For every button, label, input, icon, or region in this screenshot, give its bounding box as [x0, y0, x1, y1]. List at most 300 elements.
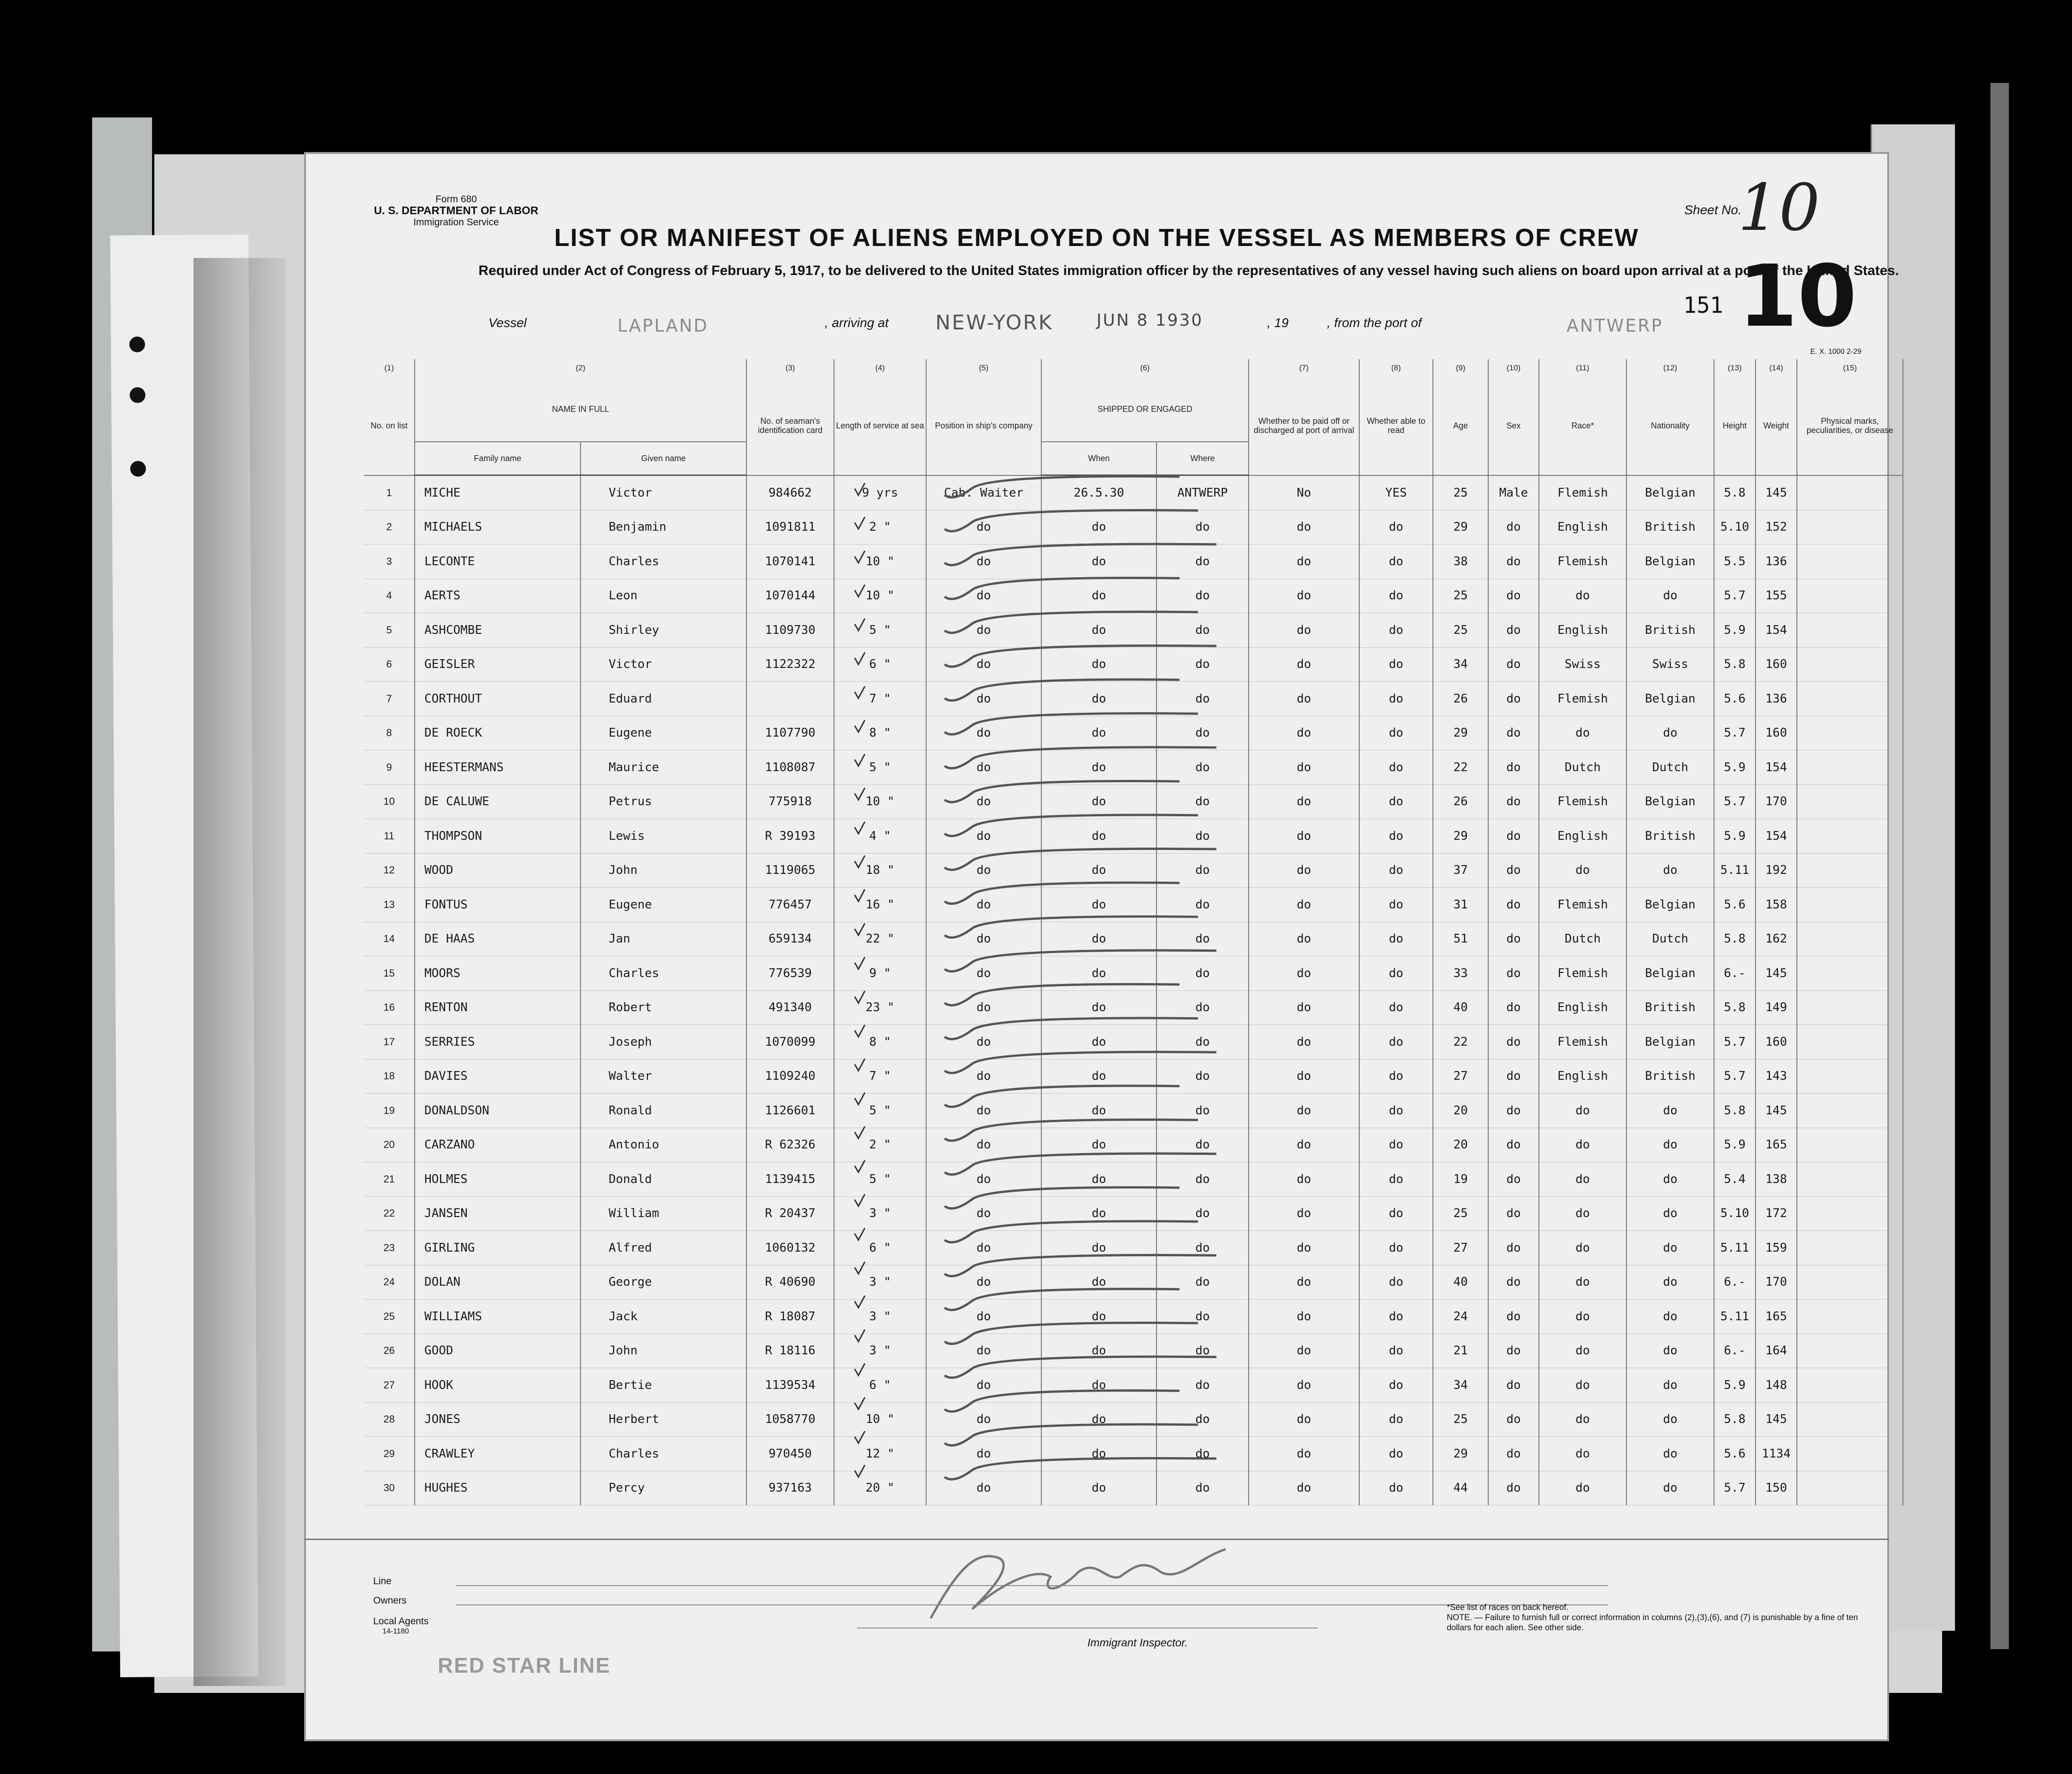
- height-cell: 5.4: [1714, 1162, 1755, 1197]
- service-length-cell: 4 ": [834, 819, 926, 854]
- shipped-when-cell: do: [1041, 1265, 1156, 1300]
- ship-position-cell: do: [926, 750, 1041, 785]
- given-name-cell: Antonio: [581, 1128, 746, 1162]
- height-cell: 5.6: [1714, 682, 1755, 716]
- height-cell: 5.9: [1714, 819, 1755, 854]
- shipped-where-cell: do: [1156, 613, 1249, 648]
- seaman-card-number-cell: 1139534: [746, 1368, 834, 1403]
- physical-marks-cell: [1797, 1471, 1903, 1505]
- given-name-cell: Eduard: [581, 682, 746, 716]
- line-underline: [456, 1585, 1608, 1586]
- nationality-cell: do: [1626, 1368, 1714, 1403]
- nationality-cell: Swiss: [1626, 647, 1714, 682]
- column-number: (4): [834, 359, 926, 377]
- paid-off-cell: do: [1249, 785, 1359, 819]
- race-cell: Flemish: [1539, 888, 1626, 922]
- row-number-cell: 20: [364, 1128, 415, 1162]
- physical-marks-cell: [1797, 853, 1903, 888]
- race-cell: Dutch: [1539, 922, 1626, 956]
- row-number-cell: 11: [364, 819, 415, 854]
- row-number-cell: 1: [364, 475, 415, 510]
- line-label: Line: [373, 1576, 392, 1587]
- sex-cell: do: [1488, 1059, 1539, 1094]
- race-cell: Flemish: [1539, 544, 1626, 579]
- age-cell: 29: [1433, 1437, 1488, 1471]
- height-cell: 5.11: [1714, 853, 1755, 888]
- seaman-card-number-cell: 776457: [746, 888, 834, 922]
- height-cell: 5.7: [1714, 1471, 1755, 1505]
- sheet-number-label: Sheet No.: [1684, 203, 1742, 217]
- header-no-on-list: No. on list: [364, 377, 415, 475]
- family-name-cell: CRAWLEY: [415, 1437, 581, 1471]
- given-name-cell: Charles: [581, 956, 746, 991]
- nationality-cell: do: [1626, 1334, 1714, 1368]
- sex-cell: do: [1488, 956, 1539, 991]
- family-name-cell: SERRIES: [415, 1025, 581, 1060]
- paid-off-cell: do: [1249, 1025, 1359, 1060]
- table-row: [364, 1437, 1903, 1471]
- sheet-number-handwritten: 10: [1737, 170, 1820, 246]
- age-cell: 34: [1433, 647, 1488, 682]
- shipped-when-cell: do: [1041, 510, 1156, 544]
- row-number-cell: 19: [364, 1094, 415, 1128]
- weight-cell: 159: [1755, 1231, 1797, 1265]
- service-length-cell: 5 ": [834, 750, 926, 785]
- given-name-cell: Petrus: [581, 785, 746, 819]
- shipped-where-cell: do: [1156, 1368, 1249, 1403]
- sex-cell: do: [1488, 922, 1539, 956]
- service-length-cell: 3 ": [834, 1196, 926, 1231]
- form-header-block: [373, 193, 539, 228]
- height-cell: 5.8: [1714, 647, 1755, 682]
- table-row: [364, 1128, 1903, 1162]
- age-cell: 29: [1433, 716, 1488, 750]
- paid-off-cell: do: [1249, 1437, 1359, 1471]
- seaman-card-number-cell: 1126601: [746, 1094, 834, 1128]
- given-name-cell: Leon: [581, 579, 746, 613]
- able-to-read-cell: do: [1359, 1128, 1433, 1162]
- family-name-cell: GOOD: [415, 1334, 581, 1368]
- race-cell: Flemish: [1539, 956, 1626, 991]
- paid-off-cell: do: [1249, 1059, 1359, 1094]
- table-row: [364, 1231, 1903, 1265]
- able-to-read-cell: YES: [1359, 475, 1433, 510]
- table-row: [364, 475, 1903, 510]
- age-cell: 40: [1433, 1265, 1488, 1300]
- shipped-where-cell: do: [1156, 1265, 1249, 1300]
- seaman-card-number-cell: 1070099: [746, 1025, 834, 1060]
- shipped-when-cell: do: [1041, 956, 1156, 991]
- sex-cell: do: [1488, 1094, 1539, 1128]
- age-cell: 37: [1433, 853, 1488, 888]
- weight-cell: 154: [1755, 613, 1797, 648]
- sex-cell: do: [1488, 1471, 1539, 1505]
- family-name-cell: CORTHOUT: [415, 682, 581, 716]
- physical-marks-cell: [1797, 785, 1903, 819]
- table-row: [364, 853, 1903, 888]
- paid-off-cell: do: [1249, 1231, 1359, 1265]
- shipped-when-cell: do: [1041, 1471, 1156, 1505]
- shipped-where-cell: do: [1156, 1334, 1249, 1368]
- given-name-cell: Benjamin: [581, 510, 746, 544]
- given-name-cell: Lewis: [581, 819, 746, 854]
- header-weight: Weight: [1755, 377, 1797, 475]
- ship-position-cell: do: [926, 579, 1041, 613]
- ship-position-cell: Cab. Waiter: [926, 475, 1041, 510]
- family-name-cell: MICHE: [415, 475, 581, 510]
- punch-hole: [129, 337, 145, 352]
- given-name-cell: Victor: [581, 475, 746, 510]
- row-number-cell: 17: [364, 1025, 415, 1060]
- family-name-cell: WILLIAMS: [415, 1300, 581, 1334]
- row-number-cell: 30: [364, 1471, 415, 1505]
- table-row: [364, 1300, 1903, 1334]
- paid-off-cell: do: [1249, 613, 1359, 648]
- column-number: (2): [415, 359, 746, 377]
- header-age: Age: [1433, 377, 1488, 475]
- nationality-cell: do: [1626, 1402, 1714, 1437]
- family-name-cell: CARZANO: [415, 1128, 581, 1162]
- sex-cell: do: [1488, 510, 1539, 544]
- arrival-port: NEW-YORK: [935, 311, 1053, 334]
- sex-cell: do: [1488, 1368, 1539, 1403]
- vessel-line: [304, 311, 1889, 343]
- header-family-name: Family name: [415, 442, 581, 475]
- row-number-cell: 21: [364, 1162, 415, 1197]
- column-number: (14): [1755, 359, 1797, 377]
- weight-cell: 150: [1755, 1471, 1797, 1505]
- nationality-cell: British: [1626, 990, 1714, 1025]
- shipped-when-cell: do: [1041, 853, 1156, 888]
- service-length-cell: 10 ": [834, 1402, 926, 1437]
- height-cell: 5.7: [1714, 785, 1755, 819]
- owners-underline: [456, 1604, 1608, 1605]
- shipped-where-cell: do: [1156, 1128, 1249, 1162]
- row-number-cell: 27: [364, 1368, 415, 1403]
- shipped-where-cell: do: [1156, 888, 1249, 922]
- weight-cell: 158: [1755, 888, 1797, 922]
- ship-position-cell: do: [926, 1402, 1041, 1437]
- weight-cell: 149: [1755, 990, 1797, 1025]
- red-star-line-stamp: RED STAR LINE: [438, 1653, 611, 1677]
- shipped-when-cell: do: [1041, 819, 1156, 854]
- header-when: When: [1041, 442, 1156, 475]
- sex-cell: do: [1488, 544, 1539, 579]
- nationality-cell: do: [1626, 716, 1714, 750]
- height-cell: 5.9: [1714, 1368, 1755, 1403]
- paid-off-cell: do: [1249, 647, 1359, 682]
- given-name-cell: Shirley: [581, 613, 746, 648]
- nationality-cell: British: [1626, 613, 1714, 648]
- paid-off-cell: do: [1249, 1196, 1359, 1231]
- race-cell: do: [1539, 716, 1626, 750]
- table-row: [364, 819, 1903, 854]
- physical-marks-cell: [1797, 613, 1903, 648]
- row-number-cell: 4: [364, 579, 415, 613]
- sex-cell: do: [1488, 1025, 1539, 1060]
- weight-cell: 1134: [1755, 1437, 1797, 1471]
- table-row: [364, 1196, 1903, 1231]
- shipped-where-cell: do: [1156, 853, 1249, 888]
- paid-off-cell: do: [1249, 1334, 1359, 1368]
- paid-off-cell: do: [1249, 922, 1359, 956]
- family-name-cell: RENTON: [415, 990, 581, 1025]
- family-name-cell: HEESTERMANS: [415, 750, 581, 785]
- table-row: [364, 1368, 1903, 1403]
- paid-off-cell: do: [1249, 750, 1359, 785]
- column-number: (10): [1488, 359, 1539, 377]
- local-agents-label: Local Agents: [373, 1616, 429, 1627]
- column-number: (7): [1249, 359, 1359, 377]
- row-number-cell: 8: [364, 716, 415, 750]
- nationality-cell: do: [1626, 1094, 1714, 1128]
- race-cell: do: [1539, 1402, 1626, 1437]
- age-cell: 29: [1433, 819, 1488, 854]
- footer-note: [1447, 1602, 1861, 1633]
- height-cell: 5.9: [1714, 750, 1755, 785]
- paid-off-cell: do: [1249, 990, 1359, 1025]
- agents-code: 14-1180: [382, 1628, 409, 1635]
- family-name-cell: AERTS: [415, 579, 581, 613]
- age-cell: 21: [1433, 1334, 1488, 1368]
- service-length-cell: 10 ": [834, 579, 926, 613]
- shipped-where-cell: do: [1156, 922, 1249, 956]
- able-to-read-cell: do: [1359, 682, 1433, 716]
- shipped-where-cell: do: [1156, 956, 1249, 991]
- paid-off-cell: do: [1249, 682, 1359, 716]
- physical-marks-cell: [1797, 1128, 1903, 1162]
- weight-cell: 148: [1755, 1368, 1797, 1403]
- seaman-card-number-cell: R 20437: [746, 1196, 834, 1231]
- column-number: (1): [364, 359, 415, 377]
- row-number-cell: 26: [364, 1334, 415, 1368]
- ship-position-cell: do: [926, 1094, 1041, 1128]
- given-name-cell: John: [581, 1334, 746, 1368]
- seaman-card-number-cell: 1139415: [746, 1162, 834, 1197]
- family-name-cell: JANSEN: [415, 1196, 581, 1231]
- seaman-card-number-cell: 1091811: [746, 510, 834, 544]
- physical-marks-cell: [1797, 1334, 1903, 1368]
- service-length-cell: 22 ": [834, 922, 926, 956]
- physical-marks-cell: [1797, 647, 1903, 682]
- weight-cell: 154: [1755, 750, 1797, 785]
- ship-position-cell: do: [926, 990, 1041, 1025]
- height-cell: 5.7: [1714, 579, 1755, 613]
- row-number-cell: 28: [364, 1402, 415, 1437]
- able-to-read-cell: do: [1359, 1368, 1433, 1403]
- physical-marks-cell: [1797, 888, 1903, 922]
- service-length-cell: 2 ": [834, 1128, 926, 1162]
- table-row: [364, 1094, 1903, 1128]
- sex-cell: do: [1488, 1300, 1539, 1334]
- able-to-read-cell: do: [1359, 647, 1433, 682]
- nationality-cell: do: [1626, 1300, 1714, 1334]
- year-label: , 19: [1267, 316, 1289, 330]
- seaman-card-number-cell: 1060132: [746, 1231, 834, 1265]
- shipped-where-cell: do: [1156, 1094, 1249, 1128]
- height-cell: 5.9: [1714, 613, 1755, 648]
- weight-cell: 145: [1755, 1402, 1797, 1437]
- physical-marks-cell: [1797, 1300, 1903, 1334]
- physical-marks-cell: [1797, 1162, 1903, 1197]
- race-cell: do: [1539, 1094, 1626, 1128]
- form-number: Form 680: [435, 194, 477, 205]
- race-cell: English: [1539, 1059, 1626, 1094]
- service-length-cell: 5 ": [834, 613, 926, 648]
- race-cell: Flemish: [1539, 1025, 1626, 1060]
- sex-cell: do: [1488, 888, 1539, 922]
- seaman-card-number-cell: 776539: [746, 956, 834, 991]
- nationality-cell: do: [1626, 1196, 1714, 1231]
- ship-position-cell: do: [926, 1334, 1041, 1368]
- physical-marks-cell: [1797, 1094, 1903, 1128]
- given-name-cell: Charles: [581, 544, 746, 579]
- header-row: [364, 377, 1903, 442]
- table-row: [364, 647, 1903, 682]
- sheet-number-printed: 10: [1738, 246, 1857, 346]
- nationality-cell: do: [1626, 1231, 1714, 1265]
- ship-position-cell: do: [926, 613, 1041, 648]
- paid-off-cell: do: [1249, 853, 1359, 888]
- race-cell: do: [1539, 579, 1626, 613]
- age-cell: 22: [1433, 750, 1488, 785]
- ship-position-cell: do: [926, 819, 1041, 854]
- age-cell: 27: [1433, 1059, 1488, 1094]
- nationality-cell: British: [1626, 510, 1714, 544]
- race-cell: do: [1539, 1128, 1626, 1162]
- header-seaman-id: No. of seaman's identification card: [746, 377, 834, 475]
- ship-position-cell: do: [926, 1128, 1041, 1162]
- physical-marks-cell: [1797, 819, 1903, 854]
- header-where: Where: [1156, 442, 1249, 475]
- service-length-cell: 10 ": [834, 544, 926, 579]
- sex-cell: do: [1488, 1196, 1539, 1231]
- height-cell: 5.8: [1714, 990, 1755, 1025]
- departure-port: ANTWERP: [1567, 316, 1663, 336]
- shipped-where-cell: do: [1156, 1162, 1249, 1197]
- service-length-cell: 6 ": [834, 1231, 926, 1265]
- able-to-read-cell: do: [1359, 1402, 1433, 1437]
- shipped-where-cell: do: [1156, 1437, 1249, 1471]
- height-cell: 5.8: [1714, 1402, 1755, 1437]
- given-name-cell: John: [581, 853, 746, 888]
- page-title: LIST OR MANIFEST OF ALIENS EMPLOYED ON THE VESSEL AS MEMBERS OF CREW: [554, 224, 1639, 252]
- nationality-cell: Belgian: [1626, 682, 1714, 716]
- age-cell: 24: [1433, 1300, 1488, 1334]
- row-number-cell: 22: [364, 1196, 415, 1231]
- family-name-cell: DAVIES: [415, 1059, 581, 1094]
- height-cell: 5.11: [1714, 1231, 1755, 1265]
- owners-label: Owners: [373, 1595, 407, 1606]
- note-penalty: NOTE. — Failure to furnish full or correct information in columns (2),(3),(6), and (7) is punishable by a fine of ten dollars for each alien. See other side.: [1447, 1613, 1858, 1632]
- physical-marks-cell: [1797, 922, 1903, 956]
- stamped-number: 151: [1683, 293, 1723, 318]
- height-cell: 5.7: [1714, 1059, 1755, 1094]
- shipped-where-cell: do: [1156, 785, 1249, 819]
- shipped-where-cell: do: [1156, 819, 1249, 854]
- ship-position-cell: do: [926, 1059, 1041, 1094]
- header-nationality: Nationality: [1626, 377, 1714, 475]
- family-name-cell: HOLMES: [415, 1162, 581, 1197]
- given-name-cell: Victor: [581, 647, 746, 682]
- row-number-cell: 14: [364, 922, 415, 956]
- row-number-cell: 7: [364, 682, 415, 716]
- table-row: [364, 1162, 1903, 1197]
- race-cell: English: [1539, 510, 1626, 544]
- ship-position-cell: do: [926, 1231, 1041, 1265]
- age-cell: 26: [1433, 785, 1488, 819]
- table-row: [364, 682, 1903, 716]
- paid-off-cell: do: [1249, 544, 1359, 579]
- row-number-cell: 5: [364, 613, 415, 648]
- shipped-where-cell: do: [1156, 1300, 1249, 1334]
- ship-position-cell: do: [926, 853, 1041, 888]
- table-row: [364, 510, 1903, 544]
- sex-cell: do: [1488, 1128, 1539, 1162]
- seaman-card-number-cell: 1119065: [746, 853, 834, 888]
- table-row: [364, 888, 1903, 922]
- sex-cell: do: [1488, 1437, 1539, 1471]
- sex-cell: do: [1488, 1231, 1539, 1265]
- header-physical-marks: Physical marks, peculiarities, or disease: [1797, 377, 1903, 475]
- age-cell: 29: [1433, 510, 1488, 544]
- height-cell: 6.-: [1714, 956, 1755, 991]
- header-height: Height: [1714, 377, 1755, 475]
- service-length-cell: 3 ": [834, 1300, 926, 1334]
- race-cell: Flemish: [1539, 475, 1626, 510]
- given-name-cell: Bertie: [581, 1368, 746, 1403]
- nationality-cell: Dutch: [1626, 750, 1714, 785]
- header-race: Race*: [1539, 377, 1626, 475]
- paid-off-cell: do: [1249, 1128, 1359, 1162]
- shipped-where-cell: ANTWERP: [1156, 475, 1249, 510]
- family-name-cell: FONTUS: [415, 888, 581, 922]
- family-name-cell: MICHAELS: [415, 510, 581, 544]
- paid-off-cell: do: [1249, 1471, 1359, 1505]
- row-number-cell: 18: [364, 1059, 415, 1094]
- shipped-when-cell: do: [1041, 990, 1156, 1025]
- family-name-cell: HOOK: [415, 1368, 581, 1403]
- column-number-row: [364, 359, 1903, 377]
- row-number-cell: 9: [364, 750, 415, 785]
- weight-cell: 160: [1755, 716, 1797, 750]
- age-cell: 25: [1433, 1196, 1488, 1231]
- shipped-when-cell: do: [1041, 1231, 1156, 1265]
- crew-manifest-table: [364, 359, 1903, 1505]
- age-cell: 40: [1433, 990, 1488, 1025]
- weight-cell: 154: [1755, 819, 1797, 854]
- shipped-when-cell: do: [1041, 1334, 1156, 1368]
- column-number: (15): [1797, 359, 1903, 377]
- nationality-cell: do: [1626, 1162, 1714, 1197]
- seaman-card-number-cell: R 39193: [746, 819, 834, 854]
- paid-off-cell: do: [1249, 1162, 1359, 1197]
- paid-off-cell: do: [1249, 888, 1359, 922]
- able-to-read-cell: do: [1359, 819, 1433, 854]
- nationality-cell: do: [1626, 1471, 1714, 1505]
- age-cell: 51: [1433, 922, 1488, 956]
- manifest-sheet: [304, 152, 1899, 1741]
- ship-position-cell: do: [926, 1265, 1041, 1300]
- seaman-card-number-cell: 775918: [746, 785, 834, 819]
- shipped-when-cell: do: [1041, 579, 1156, 613]
- table-row: [364, 990, 1903, 1025]
- race-cell: do: [1539, 1162, 1626, 1197]
- shipped-when-cell: do: [1041, 750, 1156, 785]
- age-cell: 25: [1433, 579, 1488, 613]
- able-to-read-cell: do: [1359, 750, 1433, 785]
- height-cell: 5.10: [1714, 1196, 1755, 1231]
